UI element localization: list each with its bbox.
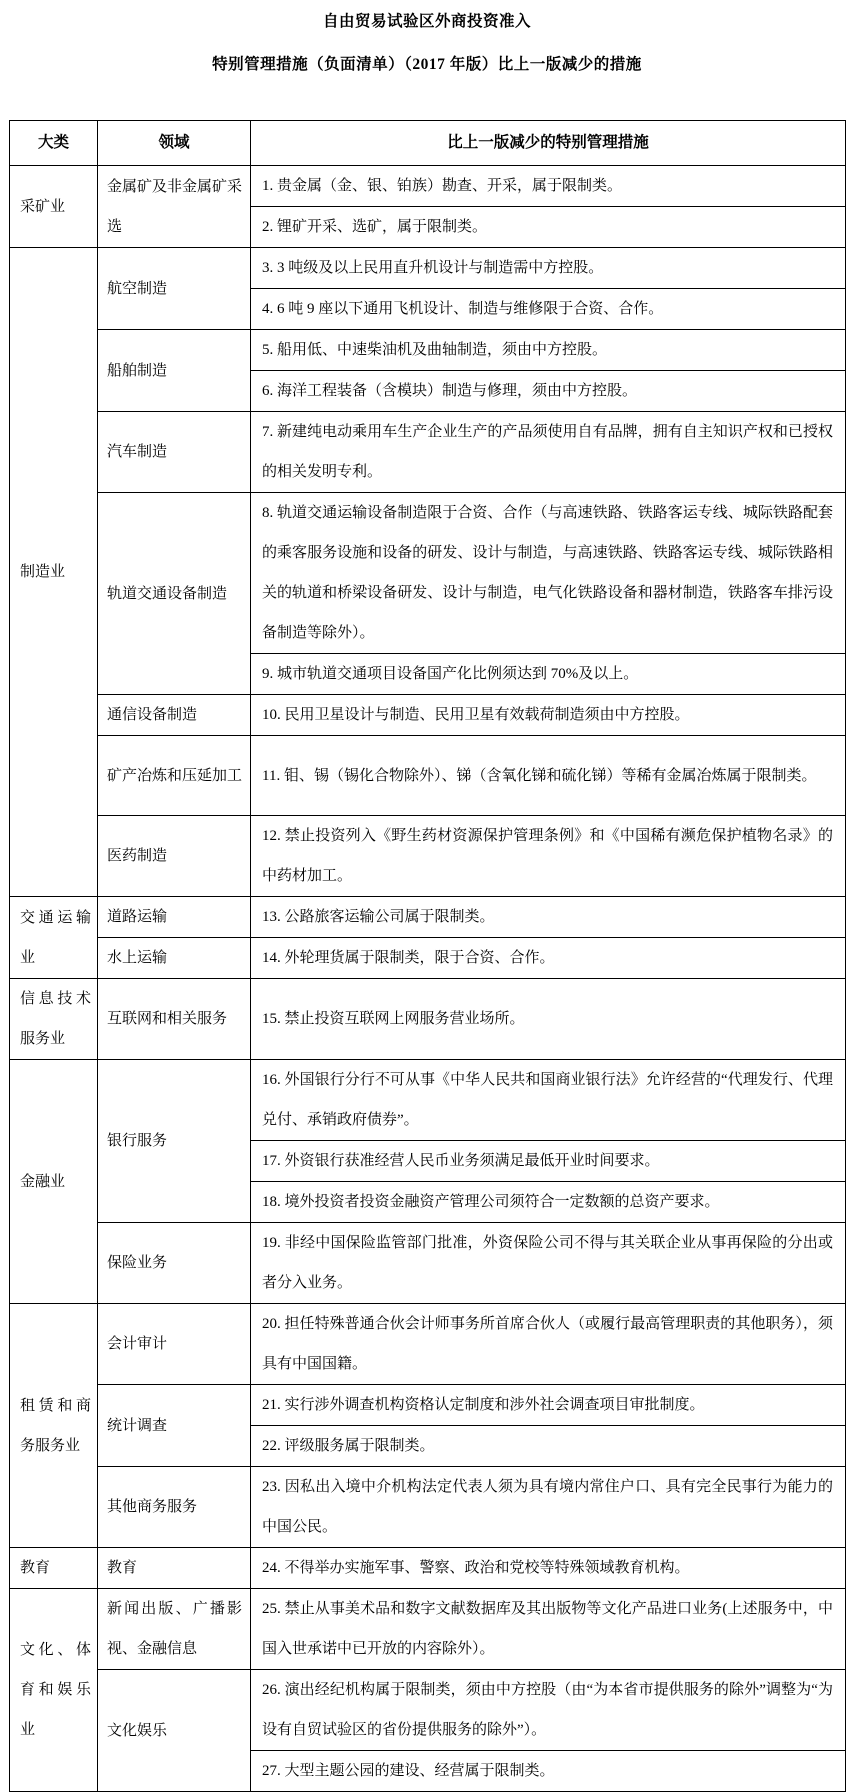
field-cell: 银行服务	[98, 1060, 251, 1223]
measures-table	[9, 120, 846, 1792]
field-cell: 会计审计	[98, 1304, 251, 1385]
measure-cell: 22. 评级服务属于限制类。	[251, 1426, 846, 1467]
table-row	[10, 1060, 846, 1141]
header-field: 领域	[98, 121, 251, 166]
measure-cell: 12. 禁止投资列入《野生药材资源保护管理条例》和《中国稀有濒危保护植物名录》的中药材加工。	[251, 816, 846, 897]
table-row	[10, 897, 846, 938]
table-row	[10, 1467, 846, 1548]
measure-cell: 23. 因私出入境中介机构法定代表人须为具有境内常住户口、具有完全民事行为能力的中国公民。	[251, 1467, 846, 1548]
measure-cell: 18. 境外投资者投资金融资产管理公司须符合一定数额的总资产要求。	[251, 1182, 846, 1223]
category-cell: 交通运输业	[10, 897, 98, 979]
measure-cell: 7. 新建纯电动乘用车生产企业生产的产品须使用自有品牌，拥有自主知识产权和已授权的相关发明专利。	[251, 412, 846, 493]
doc-title-line1: 自由贸易试验区外商投资准入	[322, 13, 531, 30]
table-row	[10, 412, 846, 493]
measure-cell: 8. 轨道交通运输设备制造限于合资、合作（与高速铁路、铁路客运专线、城际铁路配套的乘客服务设施和设备的研发、设计与制造，与高速铁路、铁路客运专线、城际铁路相关的轨道和桥梁设备研发、设计与制造，电气化铁路设备和器材制造，铁路客车排污设备制造等除外）。	[251, 493, 846, 654]
field-cell: 通信设备制造	[98, 695, 251, 736]
category-cell: 金融业	[10, 1060, 98, 1304]
field-cell: 轨道交通设备制造	[98, 493, 251, 695]
table-row	[10, 938, 846, 979]
field-cell: 船舶制造	[98, 330, 251, 412]
measure-cell: 9. 城市轨道交通项目设备国产化比例须达到 70%及以上。	[251, 654, 846, 695]
table-row	[10, 493, 846, 654]
measure-cell: 10. 民用卫星设计与制造、民用卫星有效载荷制造须由中方控股。	[251, 695, 846, 736]
measure-cell: 1. 贵金属（金、银、铂族）勘查、开采，属于限制类。	[251, 166, 846, 207]
field-cell: 互联网和相关服务	[98, 979, 251, 1060]
field-cell: 统计调查	[98, 1385, 251, 1467]
measure-cell: 11. 钼、锡（锡化合物除外）、锑（含氧化锑和硫化锑）等稀有金属冶炼属于限制类。	[251, 736, 846, 816]
field-cell: 矿产冶炼和压延加工	[98, 736, 251, 816]
table-row	[10, 1304, 846, 1385]
measure-cell: 13. 公路旅客运输公司属于限制类。	[251, 897, 846, 938]
table-row	[10, 736, 846, 816]
measure-cell: 19. 非经中国保险监管部门批准，外资保险公司不得与其关联企业从事再保险的分出或者分入业务。	[251, 1223, 846, 1304]
field-cell: 新闻出版、广播影视、金融信息	[98, 1589, 251, 1670]
table-row	[10, 166, 846, 207]
table-header-row	[10, 121, 846, 166]
table-row	[10, 1223, 846, 1304]
field-cell: 保险业务	[98, 1223, 251, 1304]
category-cell: 租赁和商务服务业	[10, 1304, 98, 1548]
measure-cell: 21. 实行涉外调查机构资格认定制度和涉外社会调查项目审批制度。	[251, 1385, 846, 1426]
measure-cell: 25. 禁止从事美术品和数字文献数据库及其出版物等文化产品进口业务(上述服务中，中国入世承诺中已开放的内容除外）。	[251, 1589, 846, 1670]
field-cell: 道路运输	[98, 897, 251, 938]
doc-title-line2: 特别管理措施（负面清单）（2017 年版）比上一版减少的措施	[212, 56, 642, 73]
category-cell: 信息技术服务业	[10, 979, 98, 1060]
table-row	[10, 1589, 846, 1670]
field-cell: 医药制造	[98, 816, 251, 897]
table-row	[10, 1548, 846, 1589]
field-cell: 教育	[98, 1548, 251, 1589]
header-category: 大类	[10, 121, 98, 166]
header-measures: 比上一版减少的特别管理措施	[251, 121, 846, 166]
measure-cell: 24. 不得举办实施军事、警察、政治和党校等特殊领域教育机构。	[251, 1548, 846, 1589]
measure-cell: 6. 海洋工程装备（含模块）制造与修理，须由中方控股。	[251, 371, 846, 412]
table-row	[10, 979, 846, 1060]
measure-cell: 26. 演出经纪机构属于限制类，须由中方控股（由“为本省市提供服务的除外”调整为“为设有自贸试验区的省份提供服务的除外”）。	[251, 1670, 846, 1751]
table-row	[10, 330, 846, 371]
measure-cell: 27. 大型主题公园的建设、经营属于限制类。	[251, 1751, 846, 1792]
table-row	[10, 248, 846, 289]
measure-cell: 20. 担任特殊普通合伙会计师事务所首席合伙人（或履行最高管理职责的其他职务），须具有中国国籍。	[251, 1304, 846, 1385]
measure-cell: 14. 外轮理货属于限制类，限于合资、合作。	[251, 938, 846, 979]
measure-cell: 17. 外资银行获准经营人民币业务须满足最低开业时间要求。	[251, 1141, 846, 1182]
field-cell: 水上运输	[98, 938, 251, 979]
category-cell: 文化、体育和娱乐业	[10, 1589, 98, 1792]
table-row	[10, 1385, 846, 1426]
category-cell: 教育	[10, 1548, 98, 1589]
field-cell: 文化娱乐	[98, 1670, 251, 1792]
category-cell: 采矿业	[10, 166, 98, 248]
field-cell: 其他商务服务	[98, 1467, 251, 1548]
table-row	[10, 695, 846, 736]
category-cell: 制造业	[10, 248, 98, 897]
measure-cell: 5. 船用低、中速柴油机及曲轴制造，须由中方控股。	[251, 330, 846, 371]
field-cell: 航空制造	[98, 248, 251, 330]
table-row	[10, 1670, 846, 1751]
measure-cell: 4. 6 吨 9 座以下通用飞机设计、制造与维修限于合资、合作。	[251, 289, 846, 330]
field-cell: 汽车制造	[98, 412, 251, 493]
table-row	[10, 816, 846, 897]
measure-cell: 2. 锂矿开采、选矿，属于限制类。	[251, 207, 846, 248]
measure-cell: 15. 禁止投资互联网上网服务营业场所。	[251, 979, 846, 1060]
measure-cell: 16. 外国银行分行不可从事《中华人民共和国商业银行法》允许经营的“代理发行、代理兑付、承销政府债券”。	[251, 1060, 846, 1141]
field-cell: 金属矿及非金属矿采选	[98, 166, 251, 248]
measure-cell: 3. 3 吨级及以上民用直升机设计与制造需中方控股。	[251, 248, 846, 289]
